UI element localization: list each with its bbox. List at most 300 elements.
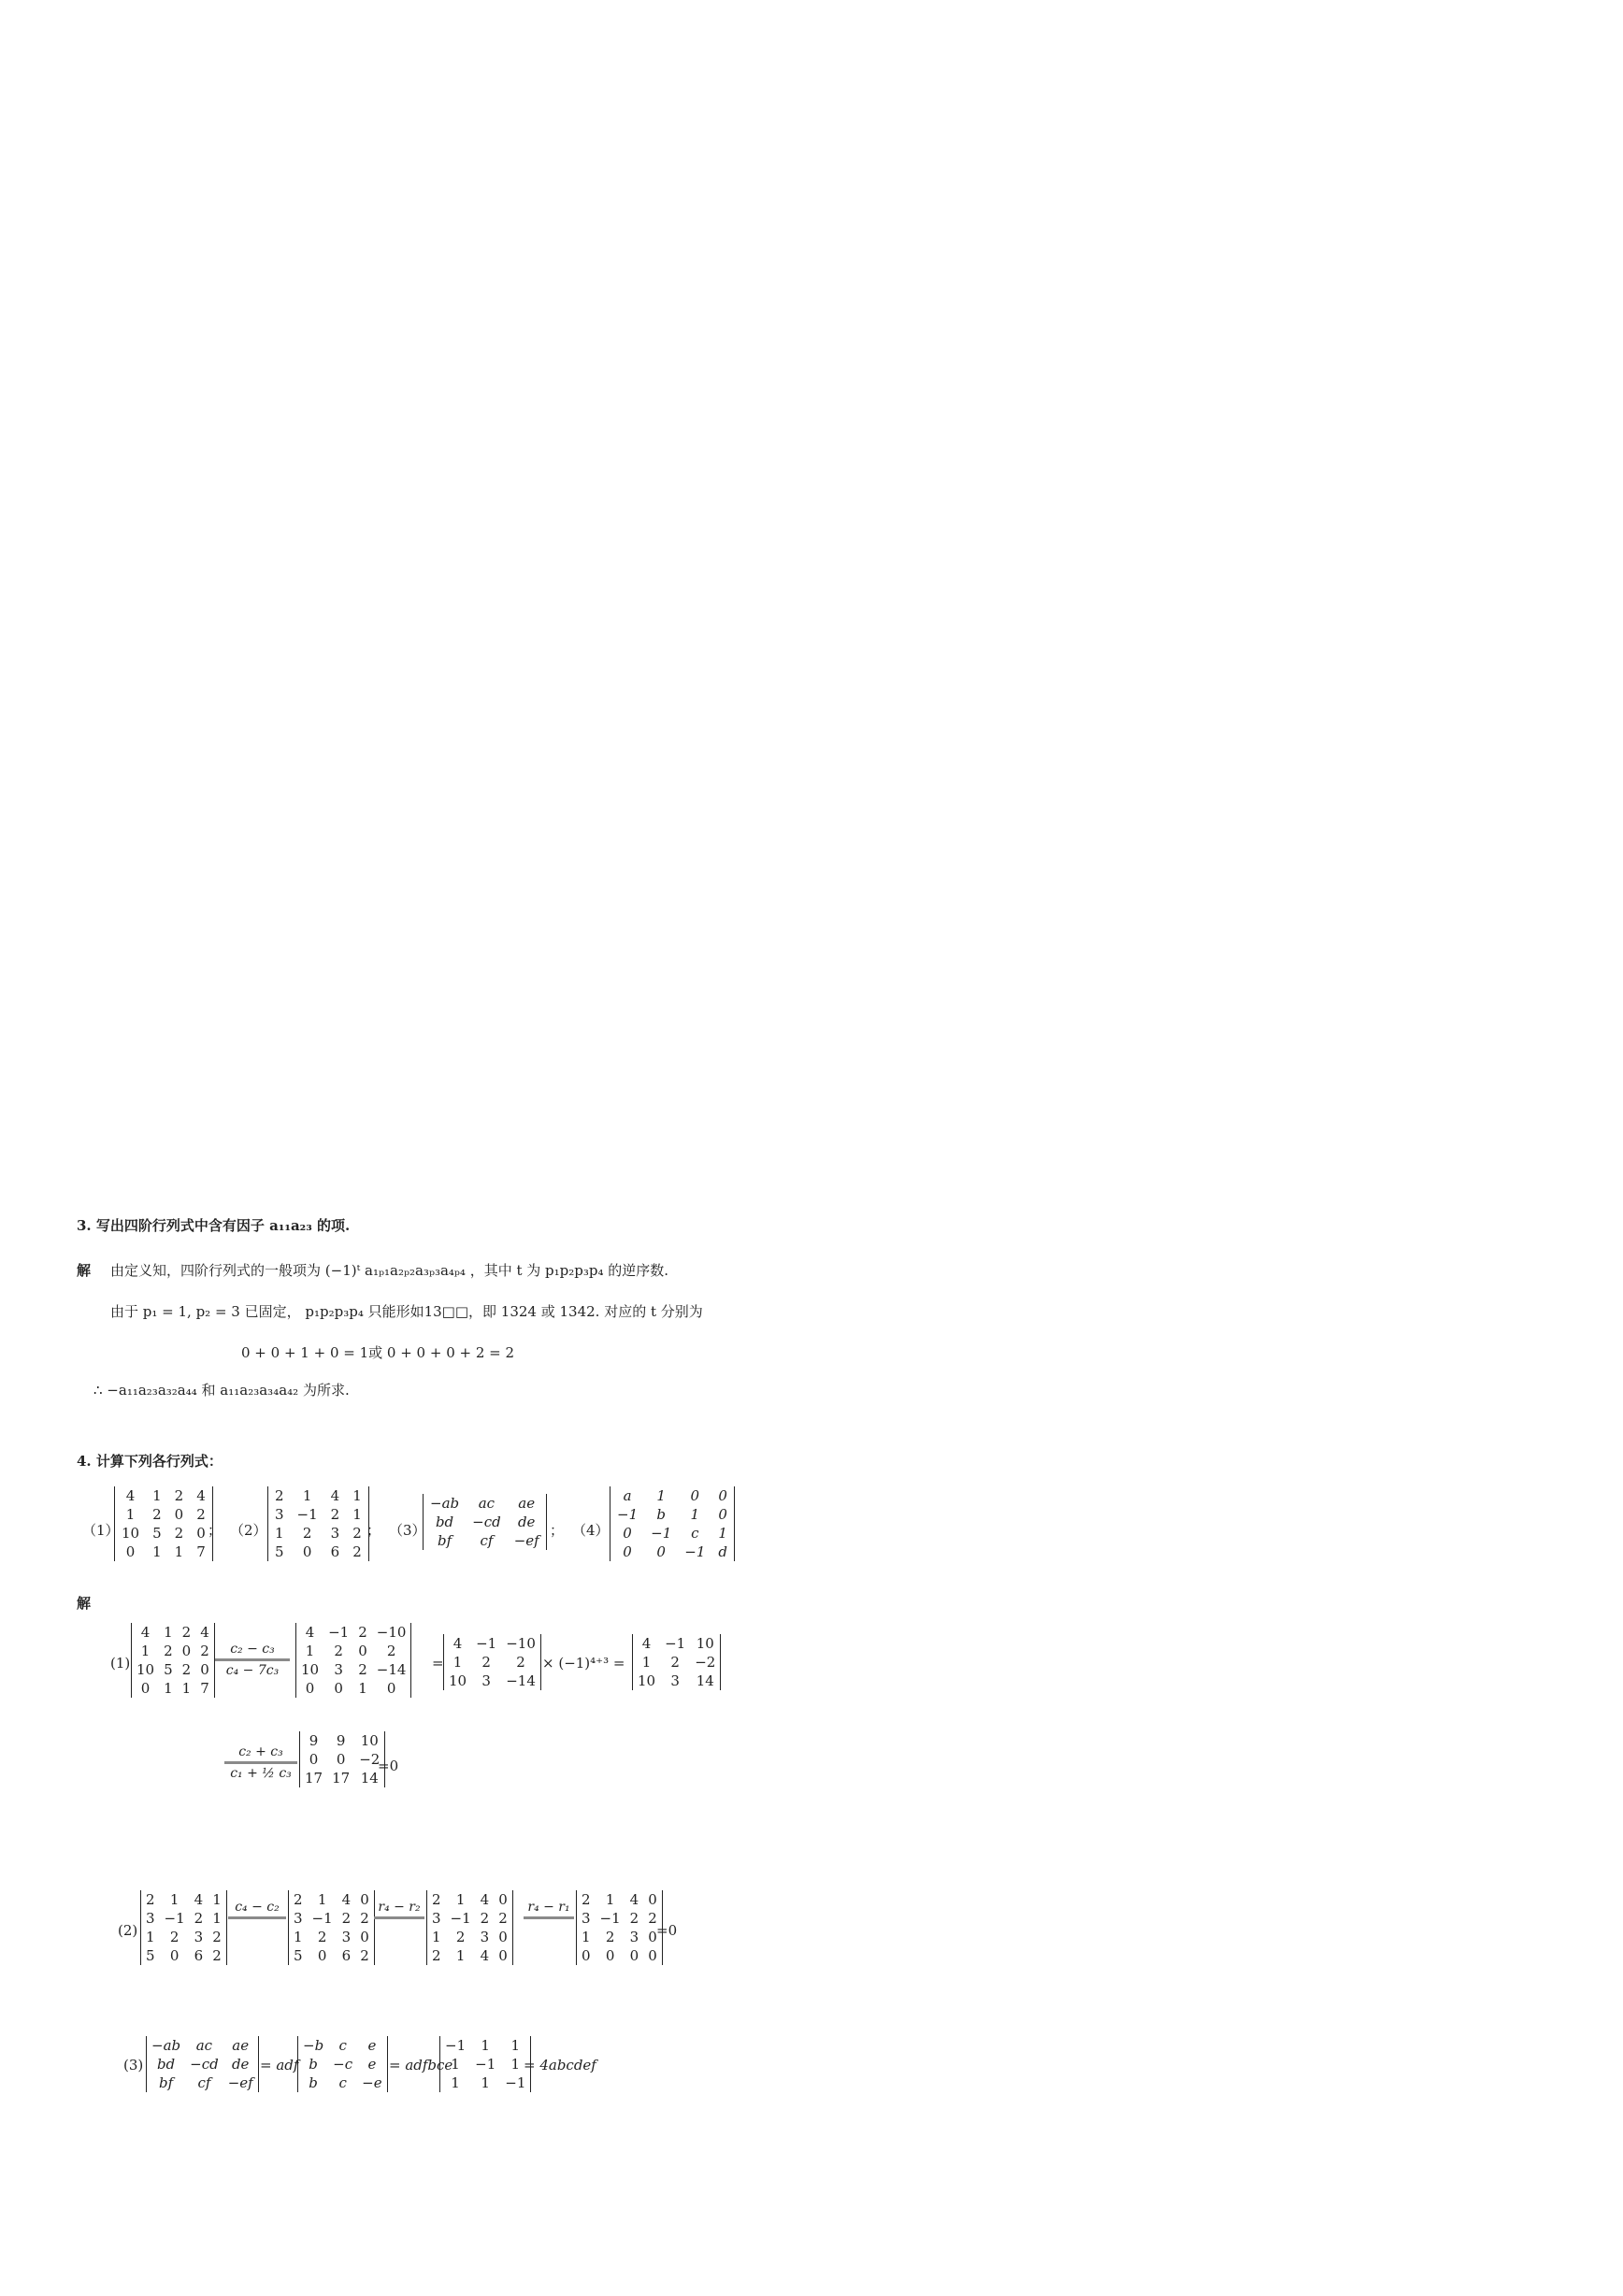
determinant-entry: −1 (505, 2074, 526, 2091)
determinant-row (577, 1928, 662, 1946)
determinant-table (147, 2036, 258, 2092)
determinant-row (132, 1642, 214, 1660)
solution1-determinant-5 (299, 1731, 385, 1787)
determinant-entry: cf (480, 1532, 494, 1549)
determinant-entry: 1 (352, 1506, 362, 1523)
problem4-solution-label: 解 (77, 1595, 92, 1612)
determinant-entry: 2 (334, 1643, 343, 1659)
determinant-entry: e (367, 2037, 377, 2054)
solution2-operation-1 (228, 1900, 286, 1919)
solution2-operation-3 (524, 1900, 574, 1919)
determinant-entry: 7 (200, 1680, 209, 1697)
solution1-determinant-3 (443, 1634, 541, 1690)
determinant-entry: 3 (294, 1910, 303, 1927)
determinant-entry: 5 (152, 1525, 162, 1542)
determinant-row (289, 1909, 374, 1928)
determinant-table (633, 1634, 720, 1690)
determinant-entry: 2 (200, 1643, 209, 1659)
determinant-entry: 2 (358, 1661, 367, 1678)
determinant-entry: 17 (332, 1770, 351, 1787)
operation-top: c₂ + c₃ (238, 1744, 283, 1759)
determinant-entry: −2 (359, 1751, 381, 1768)
determinant-row (296, 1642, 410, 1660)
determinant-entry: 2 (358, 1624, 367, 1641)
determinant-entry: −ab (151, 2037, 181, 2054)
determinant-table (444, 1634, 540, 1690)
determinant-entry: 7 (196, 1543, 206, 1560)
determinant-entry: 2 (432, 1947, 441, 1964)
solution3-determinant-2 (297, 2036, 388, 2092)
determinant-entry: 2 (164, 1643, 173, 1659)
determinant-row (268, 1524, 368, 1543)
solution1-operation-1 (215, 1642, 290, 1678)
determinant-entry: 6 (194, 1947, 204, 1964)
problem3-title: 3. 写出四阶行列式中含有因子 a₁₁a₂₃ 的项. (77, 1217, 351, 1234)
determinant-entry: −10 (376, 1624, 407, 1641)
determinant-row (268, 1543, 368, 1561)
determinant-entry: −cd (190, 2056, 219, 2073)
solution1-determinant-1 (131, 1623, 215, 1698)
solution3-equals-1: = adf (260, 2057, 299, 2074)
determinant-entry: 1 (582, 1929, 591, 1945)
determinant-entry: 4 (330, 1487, 340, 1504)
determinant-entry: d (718, 1543, 727, 1560)
determinant-entry: 3 (670, 1672, 680, 1689)
determinant-entry: 9 (336, 1732, 346, 1749)
determinant-entry: 2 (196, 1506, 206, 1523)
determinant-entry: a (623, 1487, 632, 1504)
determinant-entry: −b (303, 2037, 324, 2054)
determinant-row (440, 2036, 530, 2055)
determinant-table (141, 1890, 226, 1965)
determinant-entry: 2 (275, 1487, 284, 1504)
determinant-row (115, 1486, 212, 1505)
determinant-entry: 2 (605, 1929, 615, 1945)
determinant-entry: 0 (334, 1680, 343, 1697)
determinant-entry: 1 (164, 1680, 173, 1697)
determinant-entry: 4 (480, 1891, 490, 1908)
determinant-row (440, 2055, 530, 2074)
determinant-entry: 2 (352, 1543, 362, 1560)
determinant-row (610, 1505, 734, 1524)
solution1-factor: × (−1)⁴⁺³ = (542, 1655, 625, 1672)
determinant-row (132, 1679, 214, 1698)
determinant-entry: 1 (140, 1643, 151, 1659)
determinant-row (424, 1494, 546, 1513)
determinant-entry: 1 (510, 2056, 521, 2073)
determinant-entry: −1 (164, 1910, 185, 1927)
determinant-entry: 4 (305, 1624, 315, 1641)
solution3-determinant-1 (146, 2036, 259, 2092)
problem3-line2: 由于 p₁ = 1, p₂ = 3 已固定， p₁p₂p₃p₄ 只能形如13□□，即 1324 或 1342. 对应的 t 分别为 (110, 1303, 703, 1320)
determinant-p4-4 (610, 1486, 735, 1561)
determinant-row (444, 1653, 540, 1672)
determinant-entry: 0 (360, 1929, 369, 1945)
problem4-label-1: （1） (82, 1522, 120, 1539)
determinant-row (298, 2055, 387, 2074)
determinant-entry: 0 (623, 1543, 632, 1560)
determinant-entry: 2 (212, 1947, 222, 1964)
solution2-operation-2 (374, 1900, 424, 1919)
determinant-entry: 4 (194, 1891, 204, 1908)
determinant-table (296, 1623, 410, 1698)
determinant-entry: 0 (302, 1543, 312, 1560)
determinant-entry: 10 (136, 1661, 155, 1678)
determinant-entry: 1 (294, 1929, 303, 1945)
determinant-entry: 2 (146, 1891, 155, 1908)
determinant-table (577, 1890, 662, 1965)
determinant-entry: 2 (181, 1661, 192, 1678)
determinant-entry: 1 (718, 1525, 727, 1542)
determinant-entry: 10 (449, 1672, 467, 1689)
determinant-entry: 1 (146, 1929, 155, 1945)
determinant-row (141, 1890, 226, 1909)
determinant-entry: 5 (164, 1661, 173, 1678)
determinant-row (424, 1513, 546, 1531)
determinant-entry: c (338, 2074, 347, 2091)
determinant-entry: 3 (480, 1929, 490, 1945)
determinant-entry: 0 (336, 1751, 346, 1768)
determinant-entry: ae (518, 1495, 536, 1512)
determinant-row (427, 1909, 512, 1928)
determinant-entry: 2 (174, 1487, 184, 1504)
determinant-entry: 2 (174, 1525, 184, 1542)
determinant-row (115, 1524, 212, 1543)
determinant-entry: −10 (506, 1635, 536, 1652)
determinant-entry: −c (333, 2056, 353, 2073)
determinant-row (268, 1505, 368, 1524)
determinant-entry: 4 (196, 1487, 206, 1504)
determinant-entry: 0 (169, 1947, 180, 1964)
determinant-entry: 1 (455, 1947, 466, 1964)
determinant-entry: 0 (317, 1947, 327, 1964)
solution3-equals-2: = adfbce (389, 2057, 453, 2074)
determinant-entry: 0 (305, 1680, 315, 1697)
determinant-row (147, 2074, 258, 2092)
determinant-entry: 2 (302, 1525, 312, 1542)
determinant-entry: 2 (481, 1654, 491, 1671)
determinant-entry: 3 (582, 1910, 591, 1927)
determinant-entry: 14 (696, 1672, 714, 1689)
determinant-entry: c (691, 1525, 699, 1542)
determinant-entry: 1 (452, 1654, 463, 1671)
determinant-entry: −1 (328, 1624, 350, 1641)
determinant-row (289, 1890, 374, 1909)
determinant-entry: 1 (510, 2037, 521, 2054)
solution2-determinant-4 (576, 1890, 663, 1965)
determinant-row (300, 1750, 384, 1769)
solution1-label: (1) (110, 1655, 131, 1672)
determinant-entry: 0 (648, 1947, 657, 1964)
determinant-p4-3 (423, 1494, 547, 1550)
determinant-row (427, 1946, 512, 1965)
determinant-entry: 2 (582, 1891, 591, 1908)
determinant-entry: 0 (309, 1751, 319, 1768)
determinant-entry: bd (156, 2056, 176, 2073)
problem4-title: 4. 计算下列各行列式： (77, 1453, 223, 1470)
determinant-entry: 1 (690, 1506, 700, 1523)
determinant-row (141, 1946, 226, 1965)
determinant-row (610, 1543, 734, 1561)
determinant-entry: 1 (305, 1643, 315, 1659)
solution3-result: = 4abcdef (524, 2057, 596, 2074)
determinant-entry: 2 (386, 1643, 396, 1659)
determinant-entry: 2 (648, 1910, 657, 1927)
determinant-row (289, 1928, 374, 1946)
determinant-entry: 0 (718, 1487, 727, 1504)
determinant-entry: 0 (498, 1891, 508, 1908)
determinant-entry: 1 (212, 1891, 222, 1908)
determinant-row (610, 1486, 734, 1505)
determinant-entry: 0 (498, 1947, 508, 1964)
determinant-row (296, 1679, 410, 1698)
determinant-table (268, 1486, 368, 1561)
determinant-row (427, 1928, 512, 1946)
problem4-label-4: （4） (572, 1522, 610, 1539)
determinant-entry: 2 (360, 1947, 369, 1964)
determinant-entry: −2 (695, 1654, 716, 1671)
determinant-row (296, 1623, 410, 1642)
determinant-table (300, 1731, 384, 1787)
determinant-row (633, 1672, 720, 1690)
determinant-entry: 14 (360, 1770, 379, 1787)
determinant-row (440, 2074, 530, 2092)
determinant-entry: −1 (665, 1635, 686, 1652)
determinant-entry: 0 (200, 1661, 209, 1678)
determinant-entry: 2 (330, 1506, 340, 1523)
determinant-entry: 3 (629, 1929, 639, 1945)
determinant-entry: 1 (656, 1487, 666, 1504)
determinant-entry: 17 (305, 1770, 323, 1787)
problem3-line1: 由定义知，四阶行列式的一般项为 (−1)ᵗ a₁ₚ₁a₂ₚ₂a₃ₚ₃a₄ₚ₄ ，其中 t 为 p₁p₂p₃p₄ 的逆序数. (110, 1262, 669, 1279)
determinant-entry: −1 (651, 1525, 672, 1542)
determinant-entry: 0 (125, 1543, 136, 1560)
determinant-entry: 0 (196, 1525, 206, 1542)
solution1-operation-2 (224, 1744, 297, 1781)
solution2-determinant-2 (288, 1890, 375, 1965)
determinant-entry: 5 (294, 1947, 303, 1964)
determinant-entry: 3 (341, 1929, 352, 1945)
determinant-entry: 0 (174, 1506, 184, 1523)
determinant-table (424, 1494, 546, 1550)
determinant-table (427, 1890, 512, 1965)
determinant-entry: −cd (472, 1514, 501, 1530)
determinant-entry: 0 (629, 1947, 639, 1964)
determinant-entry: 1 (352, 1487, 362, 1504)
determinant-entry: 4 (629, 1891, 639, 1908)
determinant-entry: 2 (629, 1910, 639, 1927)
determinant-p4-2 (267, 1486, 369, 1561)
determinant-entry: −1 (445, 2037, 467, 2054)
determinant-entry: −ef (513, 1532, 539, 1549)
determinant-entry: 2 (432, 1891, 441, 1908)
operation-arrow (374, 1916, 424, 1919)
determinant-entry: de (231, 2056, 250, 2073)
separator: ； (550, 1522, 565, 1539)
determinant-entry: 0 (648, 1891, 657, 1908)
operation-arrow (228, 1916, 286, 1919)
determinant-entry: 4 (140, 1624, 151, 1641)
determinant-row (132, 1660, 214, 1679)
determinant-entry: 5 (146, 1947, 155, 1964)
determinant-entry: 2 (212, 1929, 222, 1945)
solution1-determinant-4 (632, 1634, 721, 1690)
determinant-entry: 3 (481, 1672, 491, 1689)
determinant-entry: 2 (169, 1929, 180, 1945)
determinant-row (268, 1486, 368, 1505)
determinant-table (132, 1623, 214, 1698)
determinant-entry: −ef (227, 2074, 253, 2091)
determinant-entry: 1 (152, 1487, 162, 1504)
determinant-entry: 9 (309, 1732, 319, 1749)
operation-bottom: c₁ + ½ c₃ (230, 1766, 292, 1781)
determinant-entry: 0 (648, 1929, 657, 1945)
determinant-entry: 0 (181, 1643, 192, 1659)
determinant-row (610, 1524, 734, 1543)
determinant-row (633, 1653, 720, 1672)
problem3-solution-label: 解 (77, 1262, 92, 1279)
determinant-entry: 3 (275, 1506, 284, 1523)
determinant-entry: 0 (605, 1947, 615, 1964)
solution2-determinant-1 (140, 1890, 227, 1965)
determinant-entry: 2 (480, 1910, 490, 1927)
determinant-entry: 2 (670, 1654, 680, 1671)
determinant-entry: 3 (194, 1929, 204, 1945)
determinant-row (427, 1890, 512, 1909)
operation-arrow (524, 1916, 574, 1919)
determinant-entry: 1 (174, 1543, 184, 1560)
determinant-entry: 6 (330, 1543, 340, 1560)
determinant-entry: 6 (341, 1947, 352, 1964)
determinant-entry: −1 (599, 1910, 621, 1927)
determinant-entry: 1 (455, 1891, 466, 1908)
determinant-entry: 2 (317, 1929, 327, 1945)
determinant-entry: 2 (455, 1929, 466, 1945)
separator: ； (366, 1522, 381, 1539)
determinant-entry: 3 (334, 1661, 343, 1678)
determinant-entry: −1 (476, 1635, 497, 1652)
determinant-entry: ac (478, 1495, 496, 1512)
determinant-entry: 4 (480, 1947, 490, 1964)
determinant-table (610, 1486, 734, 1561)
determinant-entry: 10 (696, 1635, 714, 1652)
determinant-entry: 5 (275, 1543, 284, 1560)
determinant-entry: 1 (641, 1654, 652, 1671)
determinant-p4-1 (114, 1486, 213, 1561)
determinant-entry: 1 (169, 1891, 180, 1908)
determinant-entry: 1 (125, 1506, 136, 1523)
determinant-entry: 2 (360, 1910, 369, 1927)
determinant-entry: cf (197, 2074, 211, 2091)
solution3-determinant-3 (439, 2036, 531, 2092)
solution2-label: (2) (118, 1922, 138, 1939)
determinant-row (289, 1946, 374, 1965)
determinant-entry: 1 (605, 1891, 615, 1908)
determinant-entry: b (309, 2056, 318, 2073)
operation-top: r₄ − r₂ (378, 1900, 421, 1915)
determinant-entry: bf (158, 2074, 174, 2091)
solution2-determinant-3 (426, 1890, 513, 1965)
determinant-entry: 1 (212, 1910, 222, 1927)
determinant-entry: bd (435, 1514, 454, 1530)
determinant-entry: 1 (432, 1929, 441, 1945)
determinant-row (141, 1909, 226, 1928)
determinant-row (115, 1543, 212, 1561)
determinant-entry: 2 (516, 1654, 525, 1671)
problem3-line4: ∴ −a₁₁a₂₃a₃₂a₄₄ 和 a₁₁a₂₃a₃₄a₄₂ 为所求. (93, 1382, 350, 1399)
determinant-entry: −e (362, 2074, 382, 2091)
separator: ； (208, 1522, 223, 1539)
determinant-entry: 2 (341, 1910, 352, 1927)
determinant-row (444, 1672, 540, 1690)
determinant-row (115, 1505, 212, 1524)
determinant-entry: c (338, 2037, 347, 2054)
problem3-line3: 0 + 0 + 1 + 0 = 1或 0 + 0 + 0 + 2 = 2 (241, 1344, 515, 1361)
determinant-entry: 0 (386, 1680, 396, 1697)
determinant-entry: 0 (656, 1543, 666, 1560)
determinant-table (298, 2036, 387, 2092)
solution1-determinant-2 (295, 1623, 411, 1698)
determinant-entry: 1 (358, 1680, 367, 1697)
determinant-row (147, 2036, 258, 2055)
determinant-row (296, 1660, 410, 1679)
determinant-entry: 1 (302, 1487, 312, 1504)
solution1-result: =0 (378, 1758, 399, 1774)
determinant-entry: −1 (296, 1506, 318, 1523)
determinant-entry: bf (437, 1532, 452, 1549)
determinant-entry: 0 (358, 1643, 367, 1659)
determinant-entry: 2 (152, 1506, 162, 1523)
determinant-entry: 2 (194, 1910, 204, 1927)
problem4-label-3: （3） (389, 1522, 426, 1539)
determinant-entry: 1 (275, 1525, 284, 1542)
determinant-entry: 1 (451, 2074, 460, 2091)
solution2-result: =0 (656, 1922, 678, 1939)
determinant-entry: 10 (360, 1732, 379, 1749)
determinant-row (577, 1946, 662, 1965)
solution3-label: (3) (123, 2057, 144, 2074)
determinant-entry: −1 (450, 1910, 471, 1927)
determinant-entry: 2 (352, 1525, 362, 1542)
problem4-label-2: （2） (230, 1522, 267, 1539)
determinant-entry: 4 (341, 1891, 352, 1908)
determinant-entry: de (517, 1514, 536, 1530)
determinant-entry: 3 (432, 1910, 441, 1927)
determinant-row (633, 1634, 720, 1653)
determinant-row (444, 1634, 540, 1653)
operation-top: c₄ − c₂ (235, 1900, 280, 1915)
determinant-table (289, 1890, 374, 1965)
operation-top: c₂ − c₃ (230, 1642, 275, 1657)
determinant-table (115, 1486, 212, 1561)
determinant-entry: ac (195, 2037, 213, 2054)
determinant-entry: 10 (122, 1525, 140, 1542)
determinant-row (141, 1928, 226, 1946)
determinant-entry: 1 (481, 2037, 490, 2054)
determinant-entry: −14 (376, 1661, 407, 1678)
determinant-entry: b (309, 2074, 318, 2091)
determinant-entry: 10 (301, 1661, 320, 1678)
determinant-entry: 3 (330, 1525, 340, 1542)
determinant-entry: −1 (311, 1910, 333, 1927)
determinant-entry: 4 (125, 1487, 136, 1504)
determinant-entry: 1 (317, 1891, 327, 1908)
determinant-entry: 1 (451, 2056, 460, 2073)
determinant-entry: 0 (582, 1947, 591, 1964)
determinant-row (300, 1731, 384, 1750)
determinant-entry: −1 (684, 1543, 706, 1560)
determinant-entry: 4 (641, 1635, 652, 1652)
